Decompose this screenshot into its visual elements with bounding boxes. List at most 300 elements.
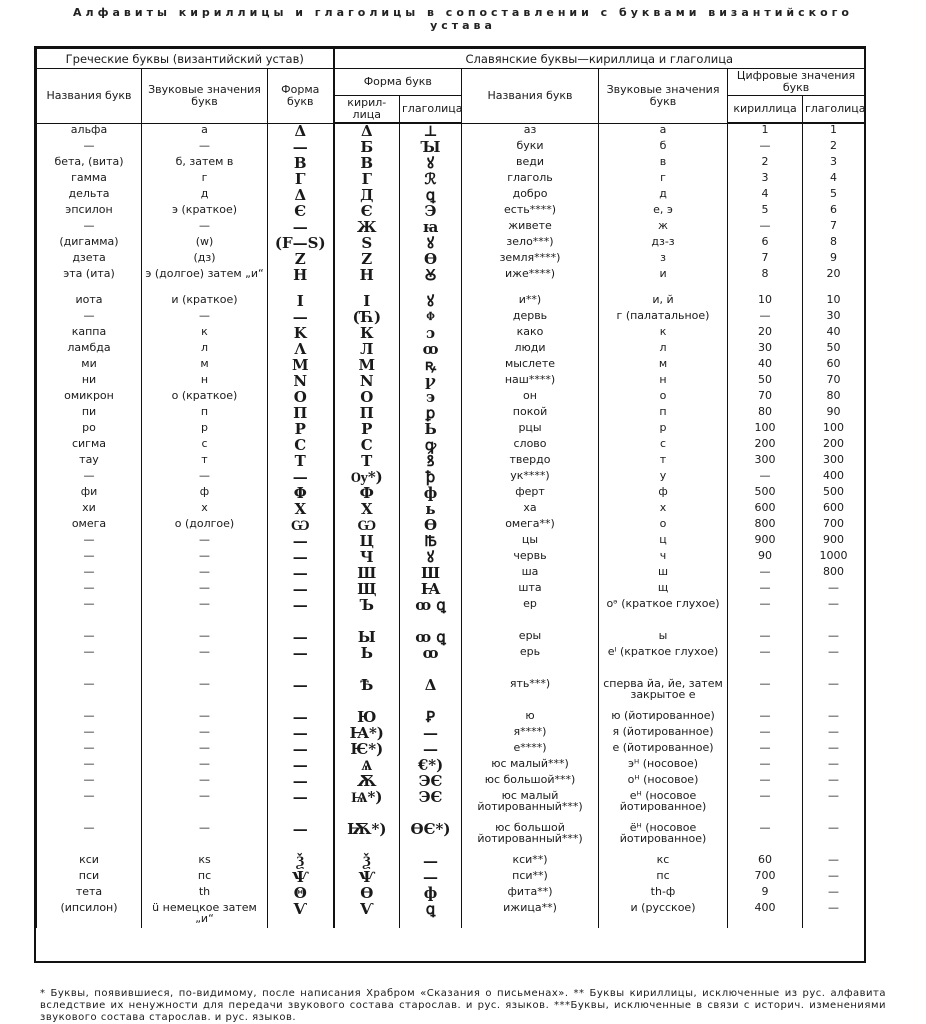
greek-letter-name: —	[37, 140, 142, 156]
greek-letter-name: пи	[37, 406, 142, 422]
slavic-letter-name: омега**)	[462, 518, 599, 534]
glagolitic-numeric-value: 5	[803, 188, 865, 204]
greek-sound-value: кѕ	[142, 854, 268, 870]
greek-letter-name: —	[37, 310, 142, 326]
glagolitic-numeric-value: 3	[803, 156, 865, 172]
greek-sound-header: Звуковые значения букв	[142, 69, 268, 124]
slavic-letter-name: ша	[462, 566, 599, 582]
slavic-sound-value: и	[599, 268, 728, 294]
glagolitic-letter-form: ЭЄ	[400, 790, 462, 822]
cyrillic-numeric-value: 3	[728, 172, 803, 188]
greek-letter-form: Ѵ	[268, 902, 334, 928]
cyrillic-numeric-value: 50	[728, 374, 803, 390]
glagolitic-numeric-value: —	[803, 822, 865, 854]
table-row	[37, 854, 865, 870]
cyrillic-numeric-value: —	[728, 646, 803, 678]
greek-letter-name: —	[37, 822, 142, 854]
table-row	[37, 646, 865, 678]
glagolitic-numeric-value: 1	[803, 123, 865, 140]
glagolitic-letter-form: ꝏ	[400, 342, 462, 358]
table-row	[37, 140, 865, 156]
greek-letter-form: Π	[268, 406, 334, 422]
greek-letter-name: —	[37, 470, 142, 486]
greek-letter-form: —	[268, 758, 334, 774]
slavic-letter-name: люди	[462, 342, 599, 358]
slavic-letter-name: ю	[462, 710, 599, 726]
glagolitic-letter-form: ɔ	[400, 326, 462, 342]
cyrillic-letter-form: Ѳ	[334, 886, 400, 902]
greek-letter-form: С	[268, 438, 334, 454]
glagolitic-letter-form: Ꝑ	[400, 710, 462, 726]
slavic-letter-name: добро	[462, 188, 599, 204]
table-row	[37, 390, 865, 406]
glagolitic-letter-form: —	[400, 742, 462, 758]
glagolitic-letter-form: ꝩ	[400, 374, 462, 390]
greek-letter-name: пси	[37, 870, 142, 886]
greek-letter-name: (дигамма)	[37, 236, 142, 252]
glagolitic-numeric-value: 600	[803, 502, 865, 518]
cyrillic-letter-form: Ꙗ*)	[334, 726, 400, 742]
cyrillic-letter-form: Щ	[334, 582, 400, 598]
greek-letter-form: Ѱ	[268, 870, 334, 886]
table-row	[37, 252, 865, 268]
slavic-sound-value: и (русское)	[599, 902, 728, 928]
cyrillic-numeric-value: 200	[728, 438, 803, 454]
slavic-letter-name: како	[462, 326, 599, 342]
greek-letter-name: ни	[37, 374, 142, 390]
slavic-letter-name: юс малый***)	[462, 758, 599, 774]
cyrillic-numeric-value: 600	[728, 502, 803, 518]
greek-letter-name: сигма	[37, 438, 142, 454]
glagolitic-numeric-value: 300	[803, 454, 865, 470]
slavic-sound-value: эᴴ (носовое)	[599, 758, 728, 774]
glagolitic-letter-form: Ө	[400, 252, 462, 268]
table-row	[37, 188, 865, 204]
cyrillic-numeric-value: 30	[728, 342, 803, 358]
greek-letter-form: Δ	[268, 188, 334, 204]
greek-sound-value: о (краткое)	[142, 390, 268, 406]
cyrillic-letter-form: Ц	[334, 534, 400, 550]
greek-sound-value: (w)	[142, 236, 268, 252]
cyrillic-numeric-value: —	[728, 598, 803, 630]
cyrillic-numeric-value: —	[728, 822, 803, 854]
glagolitic-numeric-value: 30	[803, 310, 865, 326]
slavic-sound-value: о	[599, 518, 728, 534]
glagolitic-letter-form: ꝥ	[400, 470, 462, 486]
table-row	[37, 204, 865, 220]
greek-sound-value: р	[142, 422, 268, 438]
cyrillic-numeric-value: —	[728, 790, 803, 822]
greek-letter-form: —	[268, 220, 334, 236]
glagolitic-letter-form: ꝏ ꝗ	[400, 598, 462, 630]
greek-letter-name: тета	[37, 886, 142, 902]
slavic-sound-value: е, э	[599, 204, 728, 220]
cyrillic-letter-form: Δ	[334, 123, 400, 140]
greek-sound-value: пс	[142, 870, 268, 886]
glagolitic-numeric-value: 60	[803, 358, 865, 374]
cyrillic-letter-form: М	[334, 358, 400, 374]
greek-sound-value: —	[142, 534, 268, 550]
table-row	[37, 470, 865, 486]
slavic-letter-name: юс малый йотированный***)	[462, 790, 599, 822]
greek-sound-value: э (долгое) затем „и“	[142, 268, 268, 294]
page-title: Алфавиты кириллицы и глаголицы в сопоставлении с буквами византийского устава	[73, 6, 853, 32]
greek-letter-name: альфа	[37, 123, 142, 140]
slavic-sound-value: еᴵ (краткое глухое)	[599, 646, 728, 678]
glagolitic-letter-form: —	[400, 726, 462, 742]
slavic-sound-value: т	[599, 454, 728, 470]
glagolitic-letter-form: ꙋ	[400, 156, 462, 172]
cyrillic-letter-form: Ш	[334, 566, 400, 582]
glagolitic-letter-form: ꝸ	[400, 454, 462, 470]
glagolitic-numeric-value: 800	[803, 566, 865, 582]
greek-sound-value: —	[142, 582, 268, 598]
cyrillic-numeric-value: 8	[728, 268, 803, 294]
greek-letter-name: —	[37, 566, 142, 582]
alphabet-table	[36, 48, 865, 928]
cyrillic-letter-form: Д	[334, 188, 400, 204]
slavic-letter-name: ук****)	[462, 470, 599, 486]
cyrillic-numeric-value: 500	[728, 486, 803, 502]
slavic-sound-value: б	[599, 140, 728, 156]
greek-sound-value: —	[142, 566, 268, 582]
slavic-sound-value: кс	[599, 854, 728, 870]
greek-sound-value: о (долгое)	[142, 518, 268, 534]
greek-sound-value: —	[142, 598, 268, 630]
glagolitic-numeric-value: 80	[803, 390, 865, 406]
cyrillic-numeric-value: —	[728, 310, 803, 326]
glagolitic-numeric-value: 2	[803, 140, 865, 156]
cyrillic-letter-form: Х	[334, 502, 400, 518]
greek-section-header: Греческие буквы (византийский устав)	[37, 49, 334, 69]
greek-sound-value: (дз)	[142, 252, 268, 268]
slavic-sound-value: ц	[599, 534, 728, 550]
glagolitic-numeric-value: —	[803, 646, 865, 678]
cyrillic-letter-form: (Ћ)	[334, 310, 400, 326]
greek-sound-value: и (краткое)	[142, 294, 268, 310]
cyrillic-letter-form: Ѹ*)	[334, 470, 400, 486]
glagolitic-letter-form: ЭЄ	[400, 774, 462, 790]
greek-letter-form: —	[268, 710, 334, 726]
slavic-letter-name: иже****)	[462, 268, 599, 294]
glagolitic-numeric-value: 900	[803, 534, 865, 550]
glagolitic-letter-form: ⊥	[400, 123, 462, 140]
slavic-sound-value: п	[599, 406, 728, 422]
table-row	[37, 726, 865, 742]
greek-sound-value: —	[142, 310, 268, 326]
cyrillic-numeric-value: —	[728, 566, 803, 582]
slavic-letter-name: червь	[462, 550, 599, 566]
slavic-letter-name: зело***)	[462, 236, 599, 252]
slavic-letter-name: дервь	[462, 310, 599, 326]
glagolitic-numeric-value: 700	[803, 518, 865, 534]
cyrillic-numeric-value: 700	[728, 870, 803, 886]
greek-letter-name: дельта	[37, 188, 142, 204]
greek-letter-form: —	[268, 790, 334, 822]
glagolitic-numeric-value: —	[803, 902, 865, 928]
glagolitic-letter-form: €*)	[400, 758, 462, 774]
slavic-sound-value: и, й	[599, 294, 728, 310]
glagolitic-form-header: глаголица	[400, 96, 462, 124]
glagolitic-numeric-value: 6	[803, 204, 865, 220]
slavic-letter-name: живете	[462, 220, 599, 236]
table-row	[37, 406, 865, 422]
greek-letter-form: Δ	[268, 123, 334, 140]
slavic-sound-value: сперва йа, йе, затем закрытое е	[599, 678, 728, 710]
cyrillic-letter-form: Ы	[334, 630, 400, 646]
greek-name-header: Названия букв	[37, 69, 142, 124]
slavic-form-header: Форма букв	[334, 69, 462, 96]
greek-sound-value: —	[142, 140, 268, 156]
greek-sound-value: —	[142, 630, 268, 646]
table-row	[37, 566, 865, 582]
slavic-letter-name: цы	[462, 534, 599, 550]
greek-sound-value: —	[142, 774, 268, 790]
slavic-letter-name: ерь	[462, 646, 599, 678]
greek-letter-name: гамма	[37, 172, 142, 188]
glagolitic-letter-form: ꙋ	[400, 236, 462, 252]
glagolitic-letter-form: Ꙓ	[400, 534, 462, 550]
footnote: * Буквы, появившиеся, по-видимому, после написания Храбром «Сказания о письменах». ** Буквы кириллицы, исключенные из рус. алфавита вследствие их ненужности для передачи звукового состава старослав. и рус. языков. ***Буквы, исключенные в связи с историч. изменениями звукового состава старослав. и рус. языков.	[40, 988, 886, 1023]
greek-sound-value: н	[142, 374, 268, 390]
glagolitic-numeric-value: 4	[803, 172, 865, 188]
slavic-sound-value: я (йотированное)	[599, 726, 728, 742]
slavic-letter-name: аз	[462, 123, 599, 140]
cyrillic-numeric-value: —	[728, 582, 803, 598]
greek-letter-name: —	[37, 790, 142, 822]
glagolitic-numeric-value: 90	[803, 406, 865, 422]
greek-letter-form: (F—S)	[268, 236, 334, 252]
greek-letter-name: ро	[37, 422, 142, 438]
slavic-sound-value: пс	[599, 870, 728, 886]
cyrillic-numeric-value: 70	[728, 390, 803, 406]
table-row	[37, 310, 865, 326]
greek-letter-form: Θ	[268, 886, 334, 902]
glagolitic-letter-form: —	[400, 854, 462, 870]
slavic-letter-name: и**)	[462, 294, 599, 310]
cyrillic-numeric-value: 2	[728, 156, 803, 172]
glagolitic-numeric-value: 8	[803, 236, 865, 252]
greek-letter-name: дзета	[37, 252, 142, 268]
slavic-sound-value: г (палатальное)	[599, 310, 728, 326]
greek-letter-name: —	[37, 534, 142, 550]
table-row	[37, 630, 865, 646]
glagolitic-numeric-value: —	[803, 758, 865, 774]
table-row	[37, 582, 865, 598]
greek-letter-name: бета, (вита)	[37, 156, 142, 172]
slavic-letter-name: земля****)	[462, 252, 599, 268]
greek-letter-form: —	[268, 534, 334, 550]
glagolitic-numeric-value: —	[803, 582, 865, 598]
cyrillic-letter-form: Ѯ	[334, 854, 400, 870]
glagolitic-letter-form: ꝏ ꝗ	[400, 630, 462, 646]
greek-letter-name: —	[37, 758, 142, 774]
glagolitic-letter-form: э	[400, 390, 462, 406]
greek-letter-form: —	[268, 742, 334, 758]
greek-letter-form: —	[268, 646, 334, 678]
glagolitic-numeric-value: 20	[803, 268, 865, 294]
slavic-letter-name: кси**)	[462, 854, 599, 870]
slavic-sound-value: ш	[599, 566, 728, 582]
cyrillic-numeric-value: 60	[728, 854, 803, 870]
table-body	[37, 123, 865, 928]
cyrillic-numeric-value: —	[728, 220, 803, 236]
slavic-sound-value: th-ф	[599, 886, 728, 902]
greek-letter-name: эпсилон	[37, 204, 142, 220]
cyrillic-numeric-value: —	[728, 678, 803, 710]
greek-letter-form: Χ	[268, 502, 334, 518]
greek-letter-form: Κ	[268, 326, 334, 342]
greek-sound-value: —	[142, 220, 268, 236]
cyrillic-numeric-value: 90	[728, 550, 803, 566]
cyrillic-numeric-value: 1	[728, 123, 803, 140]
greek-letter-form: Ζ	[268, 252, 334, 268]
greek-letter-form: Β	[268, 156, 334, 172]
glagolitic-numeric-value: —	[803, 886, 865, 902]
table-row	[37, 454, 865, 470]
greek-sound-value: ф	[142, 486, 268, 502]
glagolitic-numeric-value: 70	[803, 374, 865, 390]
glagolitic-numeric-value: 400	[803, 470, 865, 486]
slavic-sound-value: к	[599, 326, 728, 342]
slavic-sound-header: Звуковые значения букв	[599, 69, 728, 124]
glagolitic-numeric-value: —	[803, 854, 865, 870]
glagolitic-letter-form: ꝑ	[400, 406, 462, 422]
slavic-letter-name: ферт	[462, 486, 599, 502]
glagolitic-letter-form: ꝗ	[400, 902, 462, 928]
glagolitic-numeric-value: 100	[803, 422, 865, 438]
cyrillic-letter-form: Є	[334, 204, 400, 220]
cyrillic-numeric-value: 300	[728, 454, 803, 470]
cyrillic-letter-form: Ѡ	[334, 518, 400, 534]
table-row	[37, 326, 865, 342]
table-row	[37, 358, 865, 374]
cyrillic-letter-form: Ъ	[334, 598, 400, 630]
cyrillic-numeric-value: 5	[728, 204, 803, 220]
slavic-letter-name: покой	[462, 406, 599, 422]
cyrillic-letter-form: Ч	[334, 550, 400, 566]
cyrillic-numeric-value: —	[728, 758, 803, 774]
greek-sound-value: —	[142, 790, 268, 822]
greek-sound-value: —	[142, 710, 268, 726]
greek-letter-name: (ипсилон)	[37, 902, 142, 928]
greek-letter-form: Λ	[268, 342, 334, 358]
glagolitic-numeric-value: 200	[803, 438, 865, 454]
slavic-letter-name: е****)	[462, 742, 599, 758]
greek-sound-value: —	[142, 550, 268, 566]
glagolitic-letter-form: ꙋ	[400, 550, 462, 566]
cyrillic-letter-form: О	[334, 390, 400, 406]
slavic-letter-name: твердо	[462, 454, 599, 470]
cyrillic-letter-form: Ζ	[334, 252, 400, 268]
cyrillic-number-header: кириллица	[728, 96, 803, 124]
greek-sound-value: б, затем в	[142, 156, 268, 172]
cyrillic-letter-form: Т	[334, 454, 400, 470]
glagolitic-letter-form: Ь	[400, 422, 462, 438]
table-row	[37, 294, 865, 310]
greek-sound-value: э (краткое)	[142, 204, 268, 220]
slavic-section-header: Славянские буквы—кириллица и глаголица	[334, 49, 865, 69]
table-row	[37, 156, 865, 172]
table-row	[37, 870, 865, 886]
cyrillic-numeric-value: —	[728, 630, 803, 646]
numeric-values-header: Цифровые значения букв	[728, 69, 865, 96]
slavic-sound-value: оᵊ (краткое глухое)	[599, 598, 728, 630]
greek-letter-form: Ι	[268, 294, 334, 310]
slavic-sound-value: н	[599, 374, 728, 390]
greek-sound-value: —	[142, 758, 268, 774]
glagolitic-letter-form: ф	[400, 886, 462, 902]
cyrillic-letter-form: Н	[334, 268, 400, 294]
cyrillic-letter-form: С	[334, 438, 400, 454]
cyrillic-numeric-value: 900	[728, 534, 803, 550]
glagolitic-letter-form: ф	[400, 486, 462, 502]
greek-letter-form: Γ	[268, 172, 334, 188]
slavic-letter-name: ер	[462, 598, 599, 630]
greek-letter-form: Μ	[268, 358, 334, 374]
table-row	[37, 790, 865, 822]
cyrillic-letter-form: Л	[334, 342, 400, 358]
greek-letter-name: иота	[37, 294, 142, 310]
slavic-letter-name: еры	[462, 630, 599, 646]
greek-letter-form: Η	[268, 268, 334, 294]
glagolitic-letter-form: ꙋ	[400, 294, 462, 310]
glagolitic-letter-form: ь	[400, 502, 462, 518]
glagolitic-numeric-value: 10	[803, 294, 865, 310]
cyrillic-letter-form: Ѫ	[334, 774, 400, 790]
slavic-letter-name: наш****)	[462, 374, 599, 390]
greek-sound-value: —	[142, 678, 268, 710]
slavic-sound-value: л	[599, 342, 728, 358]
cyrillic-letter-form: Ѩ*)	[334, 790, 400, 822]
slavic-letter-name: юс большой***)	[462, 774, 599, 790]
slavic-sound-value: з	[599, 252, 728, 268]
table-row	[37, 220, 865, 236]
greek-sound-value: —	[142, 822, 268, 854]
glagolitic-letter-form: ꙗ	[400, 220, 462, 236]
table-row	[37, 822, 865, 854]
slavic-sound-value: е (йотированное)	[599, 742, 728, 758]
slavic-sound-value: дз-з	[599, 236, 728, 252]
greek-letter-form: —	[268, 774, 334, 790]
greek-letter-form: —	[268, 630, 334, 646]
slavic-sound-value: ч	[599, 550, 728, 566]
slavic-letter-name: я****)	[462, 726, 599, 742]
greek-letter-form: Ο	[268, 390, 334, 406]
table-row	[37, 742, 865, 758]
greek-sound-value: л	[142, 342, 268, 358]
table-row	[37, 774, 865, 790]
glagolitic-letter-form: ⱇ	[400, 310, 462, 326]
greek-letter-form: —	[268, 726, 334, 742]
slavic-letter-name: мыслете	[462, 358, 599, 374]
table-row	[37, 422, 865, 438]
cyrillic-letter-form: Ѱ	[334, 870, 400, 886]
slavic-letter-name: веди	[462, 156, 599, 172]
greek-letter-name: —	[37, 742, 142, 758]
slavic-sound-value: х	[599, 502, 728, 518]
cyrillic-letter-form: Ж	[334, 220, 400, 236]
greek-letter-name: тау	[37, 454, 142, 470]
glagolitic-letter-form: ꝗ	[400, 188, 462, 204]
cyrillic-numeric-value: —	[728, 774, 803, 790]
table-row	[37, 502, 865, 518]
slavic-letter-name: ха	[462, 502, 599, 518]
greek-sound-value: —	[142, 470, 268, 486]
greek-letter-form: Є	[268, 204, 334, 220]
greek-letter-name: кси	[37, 854, 142, 870]
cyrillic-letter-form: К	[334, 326, 400, 342]
